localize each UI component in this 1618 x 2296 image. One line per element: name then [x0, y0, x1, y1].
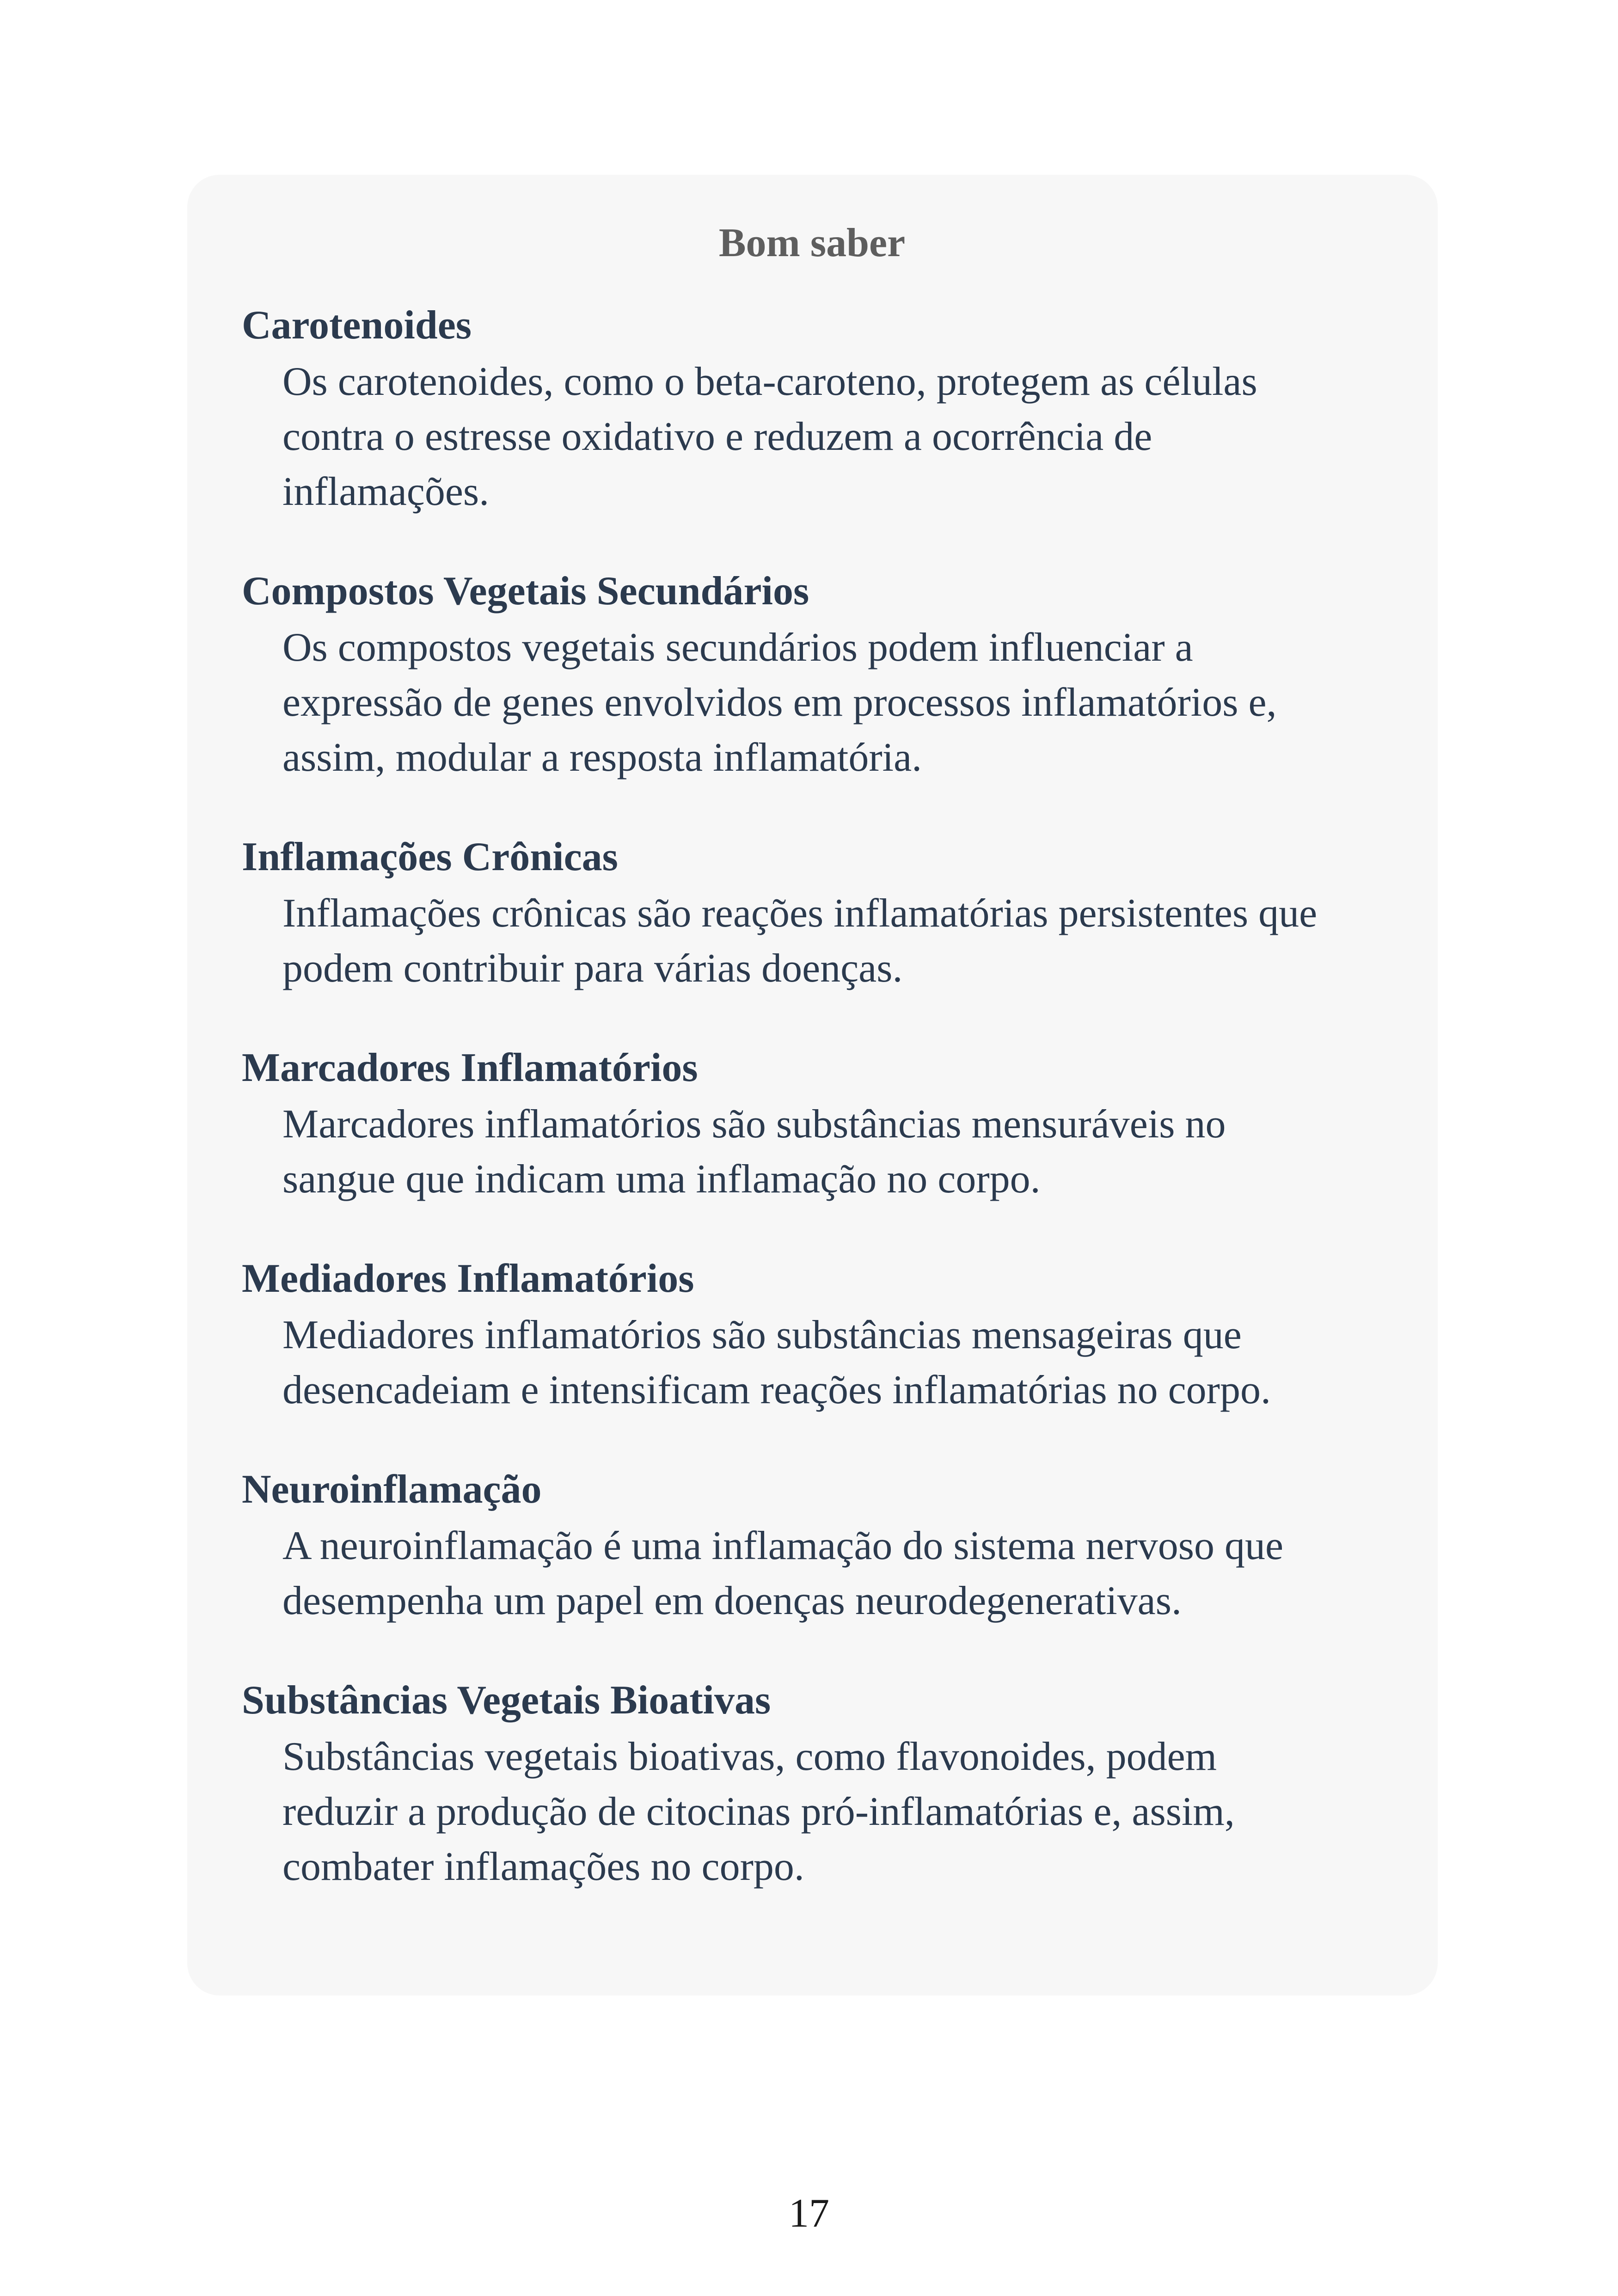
box-title: Bom saber: [718, 221, 906, 265]
definition-line: desencadeiam e intensificam reações inflamatórias no corpo.: [282, 1368, 1271, 1412]
glossary-term: Compostos Vegetais Secundários: [242, 569, 809, 614]
glossary-term: Neuroinflamação: [242, 1467, 542, 1512]
definition-line: Marcadores inflamatórios são substâncias mensuráveis no: [282, 1102, 1226, 1147]
definition-line: assim, modular a resposta inflamatória.: [282, 735, 922, 780]
glossary-entry-neuroinflamacao: [242, 1467, 1382, 1628]
glossary-entry-mediadores: [242, 1256, 1382, 1418]
glossary-entry-compostos-vegetais: [242, 568, 1382, 785]
glossary-term: Mediadores Inflamatórios: [242, 1256, 694, 1301]
glossary-term: Carotenoides: [242, 303, 472, 348]
definition-line: A neuroinflamação é uma inflamação do sistema nervoso que: [282, 1523, 1284, 1568]
glossary-term: Substâncias Vegetais Bioativas: [242, 1678, 771, 1723]
glossary-definition: [282, 886, 1382, 996]
glossary-definition: [282, 1518, 1382, 1628]
definition-line: desempenha um papel em doenças neurodegenerativas.: [282, 1578, 1182, 1623]
glossary-definition: [282, 620, 1382, 785]
definition-line: combater inflamações no corpo.: [282, 1844, 804, 1889]
definition-line: Substâncias vegetais bioativas, como flavonoides, podem: [282, 1734, 1217, 1779]
glossary-term: Inflamações Crônicas: [242, 835, 618, 879]
glossary-definition: [282, 354, 1382, 519]
info-box: [187, 175, 1438, 1995]
glossary-definition: [282, 1308, 1382, 1418]
definition-line: inflamações.: [282, 469, 490, 514]
glossary-entry-carotenoides: [242, 302, 1382, 519]
definition-line: Mediadores inflamatórios são substâncias mensageiras que: [282, 1313, 1242, 1357]
glossary-entry-inflamacoes-cronicas: [242, 834, 1382, 996]
definition-line: Os carotenoides, como o beta-caroteno, protegem as células: [282, 359, 1257, 404]
glossary-entry-marcadores: [242, 1045, 1382, 1207]
definition-line: podem contribuir para várias doenças.: [282, 946, 903, 991]
definition-line: reduzir a produção de citocinas pró-inflamatórias e, assim,: [282, 1789, 1235, 1834]
definition-line: sangue que indicam uma inflamação no corpo.: [282, 1157, 1041, 1202]
definition-line: contra o estresse oxidativo e reduzem a ocorrência de: [282, 414, 1152, 459]
glossary-entry-substancias-bioativas: [242, 1677, 1382, 1894]
definition-line: expressão de genes envolvidos em processos inflamatórios e,: [282, 680, 1277, 725]
glossary-definition: [282, 1729, 1382, 1894]
definition-line: Inflamações crônicas são reações inflamatórias persistentes que: [282, 891, 1318, 936]
glossary-definition: [282, 1097, 1382, 1207]
definition-line: Os compostos vegetais secundários podem influenciar a: [282, 625, 1193, 670]
glossary-term: Marcadores Inflamatórios: [242, 1045, 698, 1090]
page-number: 17: [789, 2191, 829, 2236]
